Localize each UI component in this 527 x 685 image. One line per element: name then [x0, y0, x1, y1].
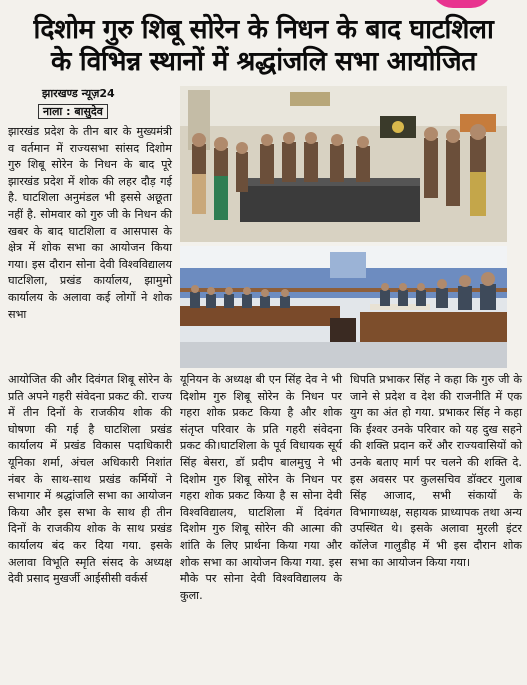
article-column-3: धिपति प्रभाकर सिंह ने कहा कि गुरु जी के जाने से प्रदेश व देश की राजनीति में एक युग का अंत हो गया. प्रभाकर सिंह ने कहा कि ईश्वर उनके परिवार को यह दुख सहने की शक्ति प्रदान करें और राज्यवासियों को उनके बताए मार्ग पर चलने की शक्ति दे. इस अवसर पर कुलसचिव डॉक्टर गुलाब सिंह आजाद, सभी संकायों के विभागाध्यक्ष, सहायक प्राध्यापक तथा अन्य उपस्थित थे। इसके अलावा मुरली इंटर कॉलेज गालुडीह में भी इस दौरान शोक सभा का आयोजन किया गया। [350, 373, 522, 569]
photo-condolence-meeting-university [180, 246, 507, 368]
byline-source: झारखण्ड न्यूज़24 [42, 87, 115, 100]
location-box: नाला : बासुदेव [38, 104, 108, 119]
article-column-2: यूनियन के अध्यक्ष बी एन सिंह देव ने भी दिशोम गुरु शिबू सोरेन के निधन पर गहरा शोक प्रकट किया है और शोक संतृप्त परिवार के प्रति गहरी संवेदना प्रकट की।घाटशिला के पूर्व विधायक सूर्य सिंह बेसरा, डॉ प्रदीप बालमुचु ने भी दिशोम गुरु शिबू सोरेन के निधन पर गहरा शोक प्रकट किया है स सोना देवी विश्वविद्यालय, घाटशिला में दिवंगत दिशोम गुरु शिबू सोरेन की आत्मा की शांति के लिए प्रार्थना किया गया और शोक सभा का आयोजन किया गया. इस मौके पर सोना देवी विश्वविद्यालय के कुला. [180, 373, 342, 602]
headline-line-1: दिशोम गुरु शिबू सोरेन के निधन के बाद घाटशिला [33, 14, 494, 45]
brand-corner-mark [431, 0, 493, 8]
article-column-1-bottom: आयोजित की और दिवंगत शिबू सोरेन के प्रति अपने गहरी संवेदना प्रकट की. राज्य में तीन दिनों के राजकीय शोक की घोषणा की गई है घाटशिला प्रखंड कार्यालय में प्रखंड विकास पदाधिकारी यूनिका शर्मा, अंचल अधिकारी निशांत नंबर के साथ-साथ प्रखंड कर्मियों ने सभागार में श्रद्धांजलि सभा का आयोजन किया और इस सभा के साथ ही तीन दिनों के राजकीय शोक के साथ प्रखंड कार्यालय बंद कर दिया गया. इसके अलावा विभूति स्मृति संसद के अध्यक्ष देवी प्रसाद मुखर्जी आईसीसी वर्कर्स [8, 373, 172, 586]
byline-location [38, 104, 108, 119]
headline-line-2: के विभिन्न स्थानों में श्रद्धांजलि सभा आयोजित [51, 46, 476, 77]
headline [6, 14, 521, 78]
article-column-1-top: झारखंड प्रदेश के तीन बार के मुख्यमंत्री व वर्तमान में राज्यसभा सांसद दिशोम गुरु शिबू सोरेन के निधन के बाद पूरे झारखंड प्रदेश में शोक की लहर दौड़ गई है. घाटशिला अनुमंडल भी इससे अछूता नहीं है. सोमवार को गुरु जी के निधन की खबर के बाद घाटशिला व आसपास के क्षेत्र में शोक सभा का आयोजन किया गया। इस दौरान सोना देवी विश्वविद्यालय घाटशिला, प्रखंड कार्यालय, झामुमो कार्यालय के अलावा कई लोगों ने शोक सभा [8, 125, 172, 321]
photo-condolence-meeting-office [180, 86, 507, 242]
